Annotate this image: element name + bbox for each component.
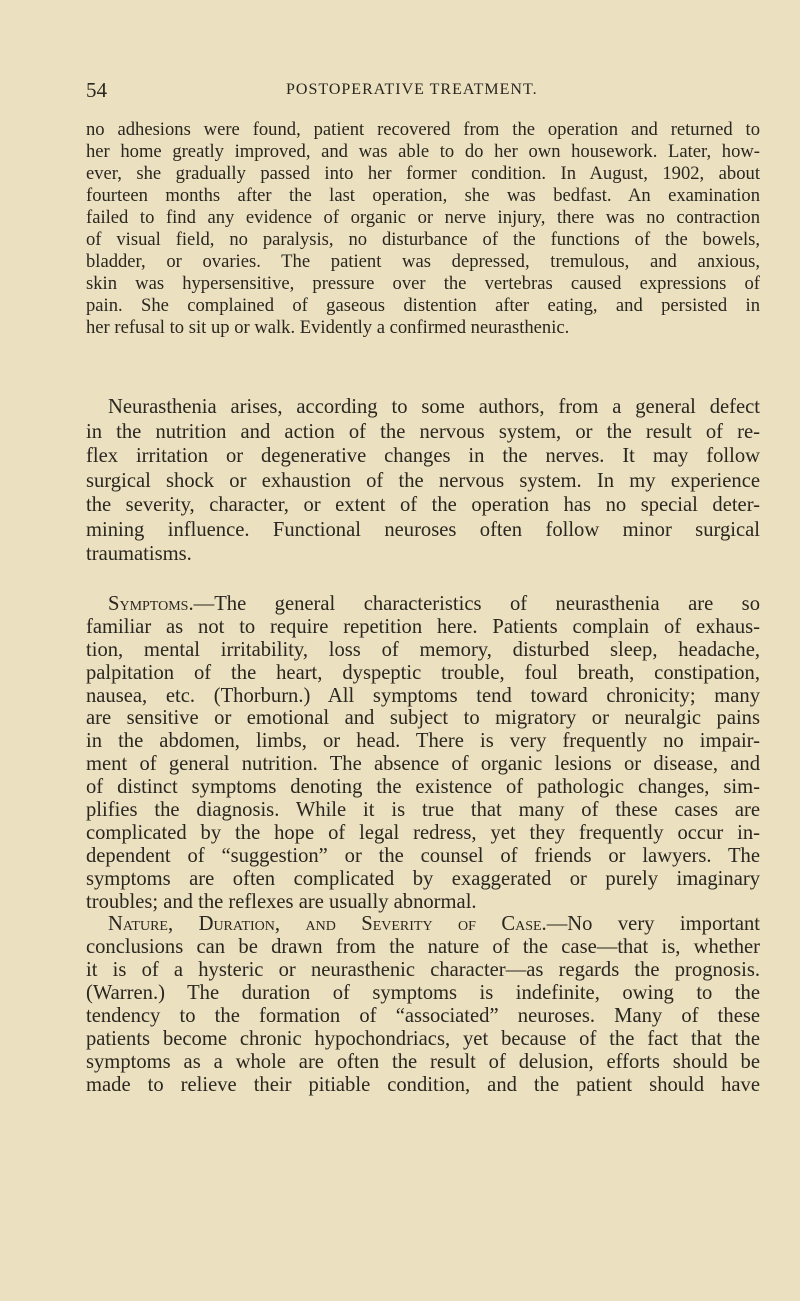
- symptoms-heading: Symptoms.: [108, 593, 194, 615]
- text-line: nausea, etc. (Thorburn.) All symptoms tend toward chronicity; many: [86, 684, 760, 707]
- text-line: troubles; and the reflexes are usually abnormal.: [86, 890, 477, 913]
- text-line: her refusal to sit up or walk. Evidently a confirmed neurasthenic.: [86, 317, 570, 338]
- text-line: the severity, character, or extent of the operation has no special deter-: [86, 494, 760, 516]
- text-line: in the abdomen, limbs, or head. There is very frequently no impair-: [86, 730, 760, 753]
- paragraph-case-continuation: [86, 119, 760, 339]
- text-line: palpitation of the heart, dyspeptic trouble, foul breath, constipation,: [86, 661, 760, 684]
- text-line: bladder, or ovaries. The patient was depressed, tremulous, and anxious,: [86, 251, 760, 272]
- text-line: her home greatly improved, and was able to do her own housework. Later, how-: [86, 141, 760, 162]
- text-line: symptoms as a whole are often the result of delusion, efforts should be: [86, 1050, 760, 1073]
- text-line: —The general characteristics of neurasthenia are so: [193, 593, 760, 615]
- text-line: fourteen months after the last operation, she was bedfast. An examination: [86, 185, 760, 206]
- text-line: mining influence. Functional neuroses often follow minor surgical: [86, 518, 760, 541]
- text-line: conclusions can be drawn from the nature of the case—that is, whether: [86, 936, 760, 959]
- text-line: Neurasthenia arises, according to some authors, from a general defect: [108, 396, 760, 418]
- text-line: of visual field, no paralysis, no disturbance of the functions of the bowels,: [86, 229, 760, 250]
- text-line: patients become chronic hypochondriacs, yet because of the fact that the: [86, 1027, 760, 1050]
- text-line: dependent of “suggestion” or the counsel of friends or lawyers. The: [86, 844, 760, 867]
- text-line: (Warren.) The duration of symptoms is indefinite, owing to the: [86, 982, 760, 1005]
- text-line: pain. She complained of gaseous distention after eating, and persisted in: [86, 295, 760, 316]
- text-line: symptoms are often complicated by exaggerated or purely imaginary: [86, 867, 760, 890]
- text-line: traumatisms.: [86, 543, 192, 565]
- symptoms-first-line: [86, 593, 760, 616]
- text-line: familiar as not to require repetition here. Patients complain of exhaus-: [86, 615, 760, 638]
- text-line: complicated by the hope of legal redress, yet they frequently occur in-: [86, 821, 760, 844]
- text-line: surgical shock or exhaustion of the nervous system. In my experience: [86, 469, 760, 492]
- text-line: skin was hypersensitive, pressure over the vertebras caused expressions of: [86, 273, 760, 294]
- text-line: plifies the diagnosis. While it is true that many of these cases are: [86, 799, 760, 822]
- text-line: in the nutrition and action of the nervous system, or the result of re-: [86, 420, 760, 443]
- text-line: are sensitive or emotional and subject to migratory or neuralgic pains: [86, 707, 760, 730]
- text-line: it is of a hysteric or neurasthenic character—as regards the prognosis.: [86, 959, 760, 982]
- running-header: [86, 78, 760, 102]
- text-line: ment of general nutrition. The absence of organic lesions or disease, and: [86, 753, 760, 776]
- text-line: tion, mental irritability, loss of memory, disturbed sleep, headache,: [86, 638, 760, 661]
- paragraph-neurasthenia: [86, 395, 760, 567]
- nature-heading: Nature, Duration, and Severity of Case.: [108, 913, 547, 936]
- text-line: ever, she gradually passed into her former condition. In August, 1902, about: [86, 163, 760, 184]
- section-body: [86, 593, 760, 1097]
- text-line: flex irritation or degenerative changes in the nerves. It may follow: [86, 445, 760, 467]
- text-line: made to relieve their pitiable condition, and the patient should have: [86, 1073, 760, 1096]
- text-line: no adhesions were found, patient recovered from the operation and returned to: [86, 119, 760, 140]
- text-line: —No very important: [546, 913, 760, 936]
- running-title: POSTOPERATIVE TREATMENT.: [286, 81, 538, 98]
- page-number: 54: [86, 78, 107, 102]
- text-line: failed to find any evidence of organic or nerve injury, there was no contraction: [86, 207, 760, 228]
- text-line: of distinct symptoms denoting the existence of pathologic changes, sim-: [86, 776, 760, 799]
- nature-first-line: [86, 913, 760, 936]
- text-line: tendency to the formation of “associated” neuroses. Many of these: [86, 1005, 760, 1028]
